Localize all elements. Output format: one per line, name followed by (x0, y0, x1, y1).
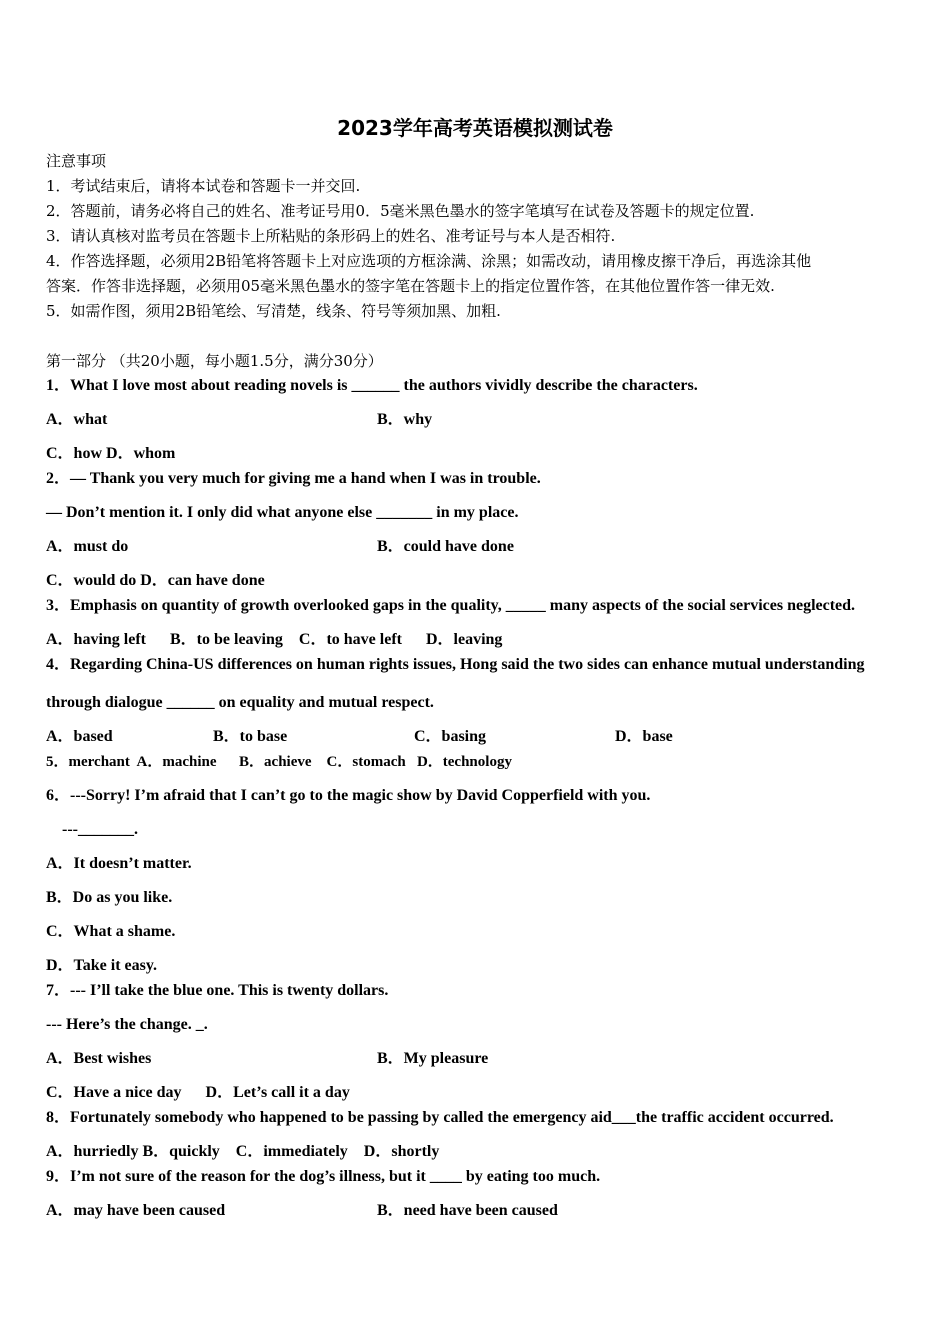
q7-option-b: B．My pleasure (377, 1050, 489, 1067)
notice-heading: 注意事项 (46, 152, 107, 170)
q7-option-a: A．Best wishes (46, 1050, 152, 1067)
q2-options-cd: C．would do D．can have done (46, 572, 265, 589)
question-5: 5．merchant A．machine B．achieve C．stomach D．technology (46, 754, 512, 770)
q4-option-d: D．base (615, 728, 673, 745)
question-2-stem: 2．— Thank you very much for giving me a hand when I was in trouble. (46, 470, 541, 487)
q2-option-b: B．could have done (377, 538, 514, 555)
q6-option-a: A．It doesn’t matter. (46, 855, 192, 872)
q3-options: A．having left B．to be leaving C．to have left D．leaving (46, 631, 503, 648)
question-4-stem-cont: through dialogue ______ on equality and mutual respect. (46, 694, 434, 711)
q8-options: A．hurriedly B．quickly C．immediately D．shortly (46, 1143, 440, 1160)
notice-item: 1．考试结束后，请将本试卷和答题卡一并交回. (46, 177, 361, 195)
question-9-stem: 9．I’m not sure of the reason for the dog’s illness, but it ____ by eating too much. (46, 1168, 601, 1185)
notice-item: 5．如需作图，须用2B铅笔绘、写清楚，线条、符号等须加黑、加粗. (46, 302, 501, 320)
question-6-reply: ---_______. (62, 821, 138, 838)
q6-option-d: D．Take it easy. (46, 957, 157, 974)
notice-item: 4．作答选择题，必须用2B铅笔将答题卡上对应选项的方框涂满、涂黑；如需改动，请用橡皮擦干净后，再选涂其他 (46, 252, 812, 270)
q9-option-a: A．may have been caused (46, 1202, 226, 1219)
page-title: 2023学年高考英语模拟测试卷 (337, 116, 613, 140)
q4-option-b: B．to base (213, 728, 288, 745)
notice-item: 答案．作答非选择题，必须用05毫米黑色墨水的签字笔在答题卡上的指定位置作答，在其他位置作答一律无效. (46, 277, 775, 295)
question-4-stem: 4．Regarding China-US differences on human rights issues, Hong said the two sides can enhance mutual understanding (46, 656, 865, 673)
q4-option-c: C．basing (414, 728, 487, 745)
question-7-reply: --- Here’s the change. _. (46, 1016, 208, 1033)
q4-option-a: A．based (46, 728, 113, 745)
question-7-stem: 7．--- I’ll take the blue one. This is twenty dollars. (46, 982, 389, 999)
question-1-stem: 1．What I love most about reading novels is ______ the authors vividly describe the characters. (46, 377, 698, 394)
q7-options-cd: C．Have a nice day D．Let’s call it a day (46, 1084, 350, 1101)
q6-option-b: B．Do as you like. (46, 889, 173, 906)
notice-item: 2．答题前，请务必将自己的姓名、准考证号用0．5毫米黑色墨水的签字笔填写在试卷及答题卡的规定位置. (46, 202, 755, 220)
q1-option-b: B．why (377, 411, 433, 428)
q1-options-cd: C．how D．whom (46, 445, 176, 462)
q6-option-c: C．What a shame. (46, 923, 176, 940)
q2-option-a: A．must do (46, 538, 129, 555)
section-heading: 第一部分 （共20小题，每小题1.5分，满分30分） (46, 352, 383, 370)
question-6-stem: 6．---Sorry! I’m afraid that I can’t go to the magic show by David Copperfield with you. (46, 787, 651, 804)
q1-option-a: A．what (46, 411, 108, 428)
q9-option-b: B．need have been caused (377, 1202, 558, 1219)
question-2-reply: — Don’t mention it. I only did what anyone else _______ in my place. (46, 504, 519, 521)
notice-item: 3．请认真核对监考员在答题卡上所粘贴的条形码上的姓名、准考证号与本人是否相符. (46, 227, 616, 245)
question-3-stem: 3．Emphasis on quantity of growth overlooked gaps in the quality, _____ many aspects of the social services neglected. (46, 597, 856, 614)
question-8-stem: 8．Fortunately somebody who happened to be passing by called the emergency aid___the traffic accident occurred. (46, 1109, 834, 1126)
